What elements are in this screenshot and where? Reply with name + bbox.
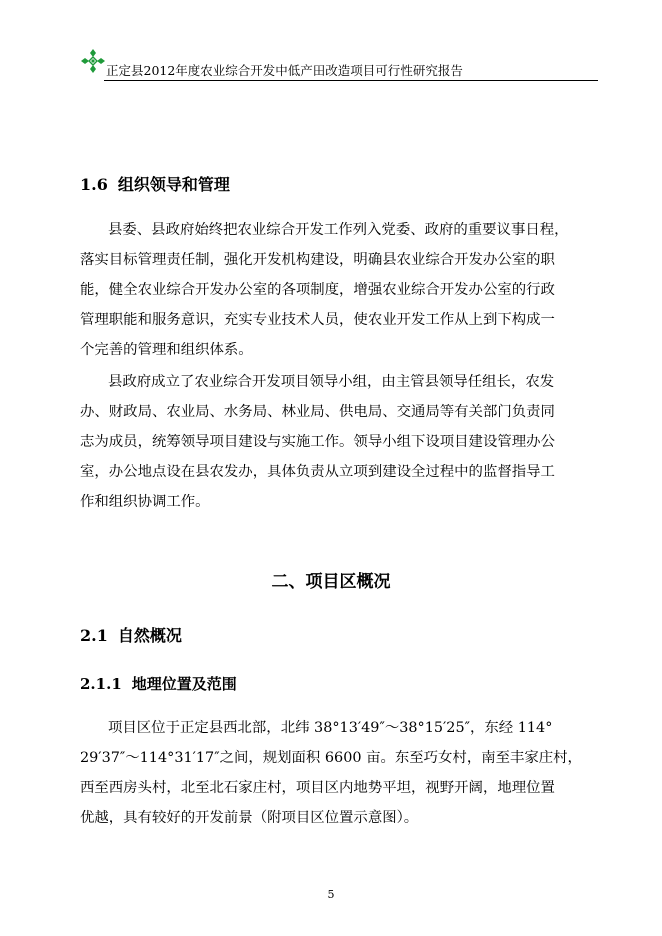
- page-header: [80, 48, 598, 82]
- section-number: 2.1.1: [80, 675, 122, 693]
- paragraph-line: 县委、县政府始终把农业综合开发工作列入党委、政府的重要议事日程，: [108, 222, 569, 238]
- section-title: 自然概况: [117, 626, 182, 645]
- paragraph-line: 能，健全农业综合开发办公室的各项制度，增强农业综合开发办公室的行政: [80, 282, 555, 298]
- paragraph-line: 个完善的管理和组织体系。: [80, 342, 253, 358]
- logo-icon: [80, 48, 106, 74]
- section-number: 1.6: [80, 175, 108, 194]
- section-title: 地理位置及范围: [131, 675, 237, 693]
- paragraph-line: 优越，具有较好的开发前景（附项目区位置示意图）。: [80, 810, 419, 826]
- header-divider: [104, 80, 598, 81]
- paragraph-line: 县政府成立了农业综合开发项目领导小组，由主管县领导任组长，农发: [108, 374, 555, 390]
- section-1-6-heading: [80, 172, 230, 195]
- paragraph-line: 作和组织协调工作。: [80, 494, 210, 510]
- paragraph-line: 管理职能和服务意识，充实专业技术人员，使农业开发工作从上到下构成一: [80, 312, 555, 328]
- paragraph-line: 西至西房头村，北至北石家庄村，项目区内地势平坦，视野开阔，地理位置: [80, 780, 555, 796]
- paragraph-line: 室，办公地点设在县农发办，具体负责从立项到建设全过程中的监督指导工: [80, 464, 555, 480]
- page-number: 5: [327, 888, 335, 901]
- section-2-1-heading: [80, 623, 182, 646]
- section-title: 组织领导和管理: [117, 175, 230, 194]
- header-title: 正定县2012年度农业综合开发中低产田改造项目可行性研究报告: [106, 63, 463, 78]
- section-number: 2.1: [80, 626, 108, 645]
- paragraph-line: 志为成员，统筹领导项目建设与实施工作。领导小组下设项目建设管理办公: [80, 434, 555, 450]
- paragraph-line: 办、财政局、农业局、水务局、林业局、供电局、交通局等有关部门负责同: [80, 404, 555, 420]
- chapter-2-heading: 二、项目区概况: [271, 572, 391, 592]
- section-2-1-1-heading: [80, 673, 237, 694]
- paragraph-line: 落实目标管理责任制，强化开发机构建设，明确县农业综合开发办公室的职: [80, 252, 555, 268]
- paragraph-line: 29′37″～114°31′17″之间，规划面积 6600 亩。东至巧女村，南至丰家庄村，: [80, 750, 582, 766]
- paragraph-line: 项目区位于正定县西北部，北纬 38°13′49″～38°15′25″，东经 114°: [108, 720, 553, 736]
